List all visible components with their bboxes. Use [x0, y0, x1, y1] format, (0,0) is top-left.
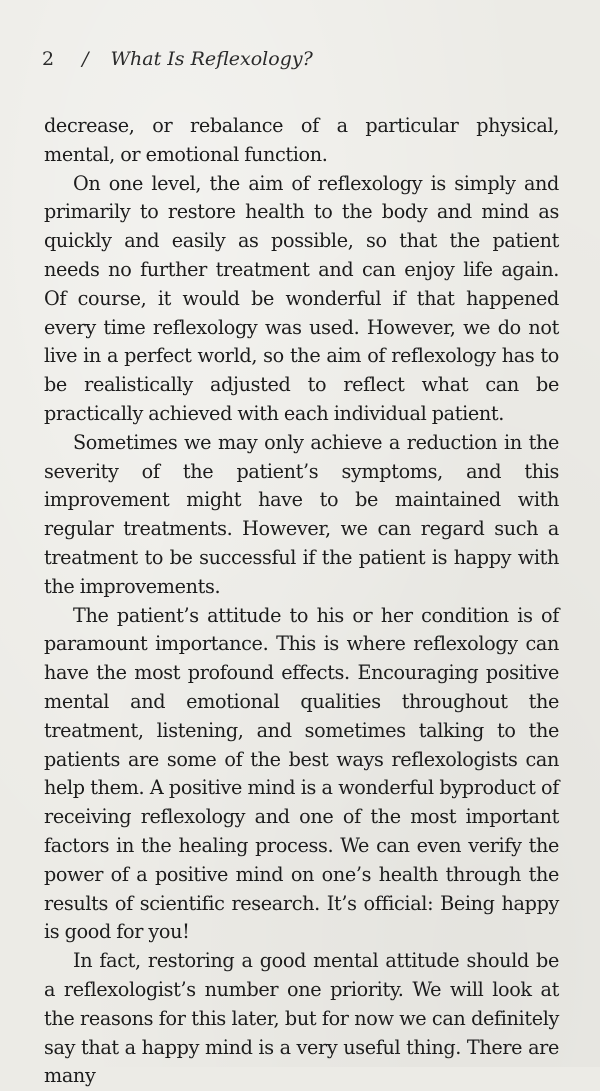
- header-separator: /: [82, 48, 89, 70]
- paragraph: In fact, restoring a good mental attitude should be a reflexologist’s number one priority. We will look at the reasons for this later, but for now we can definitely say that a happy mind is a very useful thing. There are many: [44, 949, 559, 1088]
- running-title: What Is Reflexology?: [110, 48, 313, 70]
- body-text: [44, 112, 559, 1091]
- paragraph-continued: decrease, or rebalance of a particular physical, mental, or emotional function.: [44, 114, 559, 166]
- paragraph: Sometimes we may only achieve a reduction in the severity of the patient’s symptoms, and this improvement might have to be maintained with regular treatments. However, we can regard such a treatment to be successful if the patient is happy with the improvements.: [44, 430, 559, 598]
- paragraph: On one level, the aim of reflexology is simply and primarily to restore health to the body and mind as quickly and easily as possible, so that the patient needs no further treatment and can enjoy life again. Of course, it would be wonderful if that happened every time reflexology was used. However, we do not live in a perfect world, so the aim of reflexology has to be realistically adjusted to reflect what can be practically achieved with each individual patient.: [44, 171, 559, 425]
- running-header: [42, 50, 313, 69]
- paragraph: The patient’s attitude to his or her condition is of paramount importance. This is where reflexology can have the most profound effects. Encouraging positive mental and emotional qualities throughout the treatment, listening, and sometimes talking to the patients are some of the best ways reflexologists can help them. A positive mind is a wonderful byproduct of receiving reflexology and one of the most important factors in the healing process. We can even verify the power of a positive mind on one’s health through the results of scientific research. It’s official: Being happy is good for you!: [44, 603, 559, 944]
- page-number: 2: [42, 48, 55, 70]
